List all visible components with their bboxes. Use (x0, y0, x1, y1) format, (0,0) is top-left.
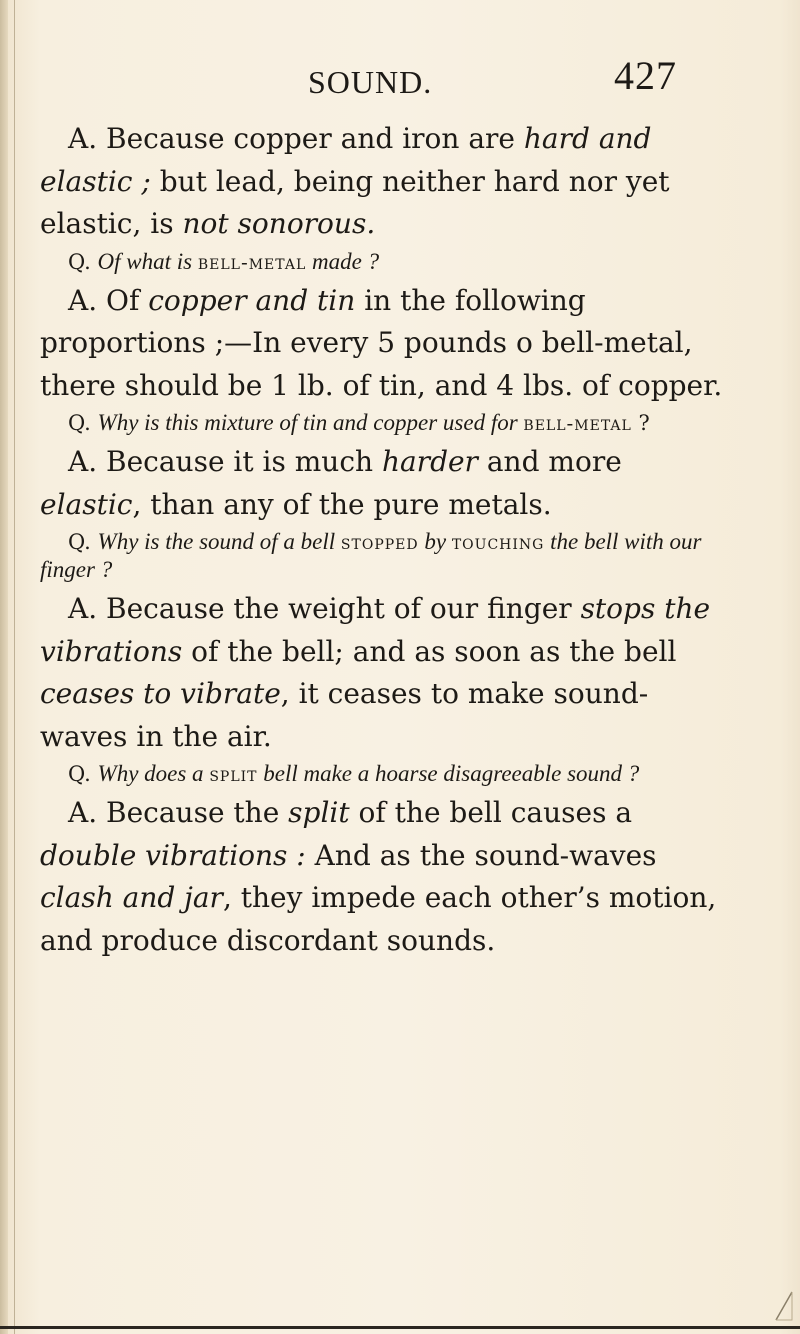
question-text: by (418, 529, 452, 554)
text-run: in the following proportions ;—In every 5 pounds o bell-metal, there should be 1 lb. of tin, and 4 lbs. of copper. (40, 283, 723, 402)
text-run: , it ceases to make sound-waves in the air. (40, 677, 649, 753)
emphasis: stops the vibrations (40, 592, 711, 668)
small-caps-term: bell-metal (523, 411, 632, 435)
answer-paragraph (40, 441, 726, 526)
small-caps-term: touching (451, 530, 545, 554)
text-run: A. Because the (68, 796, 289, 829)
question-marker: Q. (68, 530, 98, 554)
answer-paragraph (40, 280, 726, 408)
emphasis: elastic (40, 487, 133, 521)
small-caps-term: bell-metal (197, 249, 307, 274)
emphasis: not sonorous. (182, 207, 376, 240)
page-corner-icon (770, 1290, 794, 1324)
question-paragraph (40, 528, 726, 584)
question-text: Why does a (97, 761, 210, 786)
emphasis: split (288, 796, 350, 829)
small-caps-term: stopped (340, 530, 419, 554)
question-text: Of what is (97, 248, 198, 274)
text-run: A. Because the weight of our finger (68, 592, 581, 625)
question-text: ? (631, 411, 650, 435)
small-caps-term: split (209, 762, 258, 786)
text-run: , they impede each other’s motion, and produce discordant sounds. (40, 881, 717, 957)
text-run: , than any of the pure metals. (132, 487, 552, 521)
question-marker: Q. (68, 762, 98, 786)
answer-paragraph (40, 118, 726, 246)
question-marker: Q. (68, 249, 98, 274)
page-number: 427 (614, 53, 677, 98)
text-run: but lead, being neither hard nor yet elastic, is (40, 164, 670, 240)
text-run: of the bell; and as soon as the bell (182, 634, 677, 668)
emphasis: hard and elastic ; (40, 122, 652, 198)
text-run: A. Because copper and iron are (68, 122, 524, 155)
page-header (0, 52, 800, 112)
emphasis: ceases to vibrate (40, 677, 281, 710)
bottom-edge-rule (0, 1326, 800, 1329)
question-marker: Q. (68, 411, 98, 435)
question-paragraph (40, 760, 726, 788)
page-spine-shadow (0, 0, 8, 1334)
emphasis: double vibrations : (40, 838, 306, 872)
answer-paragraph (40, 588, 726, 758)
text-run: of the bell causes a (349, 796, 633, 829)
question-paragraph (40, 409, 726, 437)
question-text: Why is this mixture of tin and copper used for (97, 410, 524, 435)
text-run: And as the sound-waves (305, 838, 657, 872)
answer-paragraph (40, 792, 726, 962)
question-text: made ? (306, 248, 380, 274)
emphasis: clash and jar (40, 881, 223, 914)
question-text: the bell with our finger ? (40, 529, 702, 582)
emphasis: harder (381, 445, 478, 478)
question-text: Why is the sound of a bell (97, 529, 341, 554)
question-paragraph (40, 248, 726, 276)
emphasis: copper and tin (148, 283, 356, 317)
page-body (40, 118, 726, 962)
text-run: A. Because it is much (68, 445, 382, 478)
question-text: bell make a hoarse disagreeable sound ? (257, 761, 640, 786)
text-run: A. Of (68, 283, 149, 317)
margin-rule (14, 0, 15, 1334)
running-head: SOUND. (308, 64, 433, 100)
text-run: and more (477, 445, 622, 478)
